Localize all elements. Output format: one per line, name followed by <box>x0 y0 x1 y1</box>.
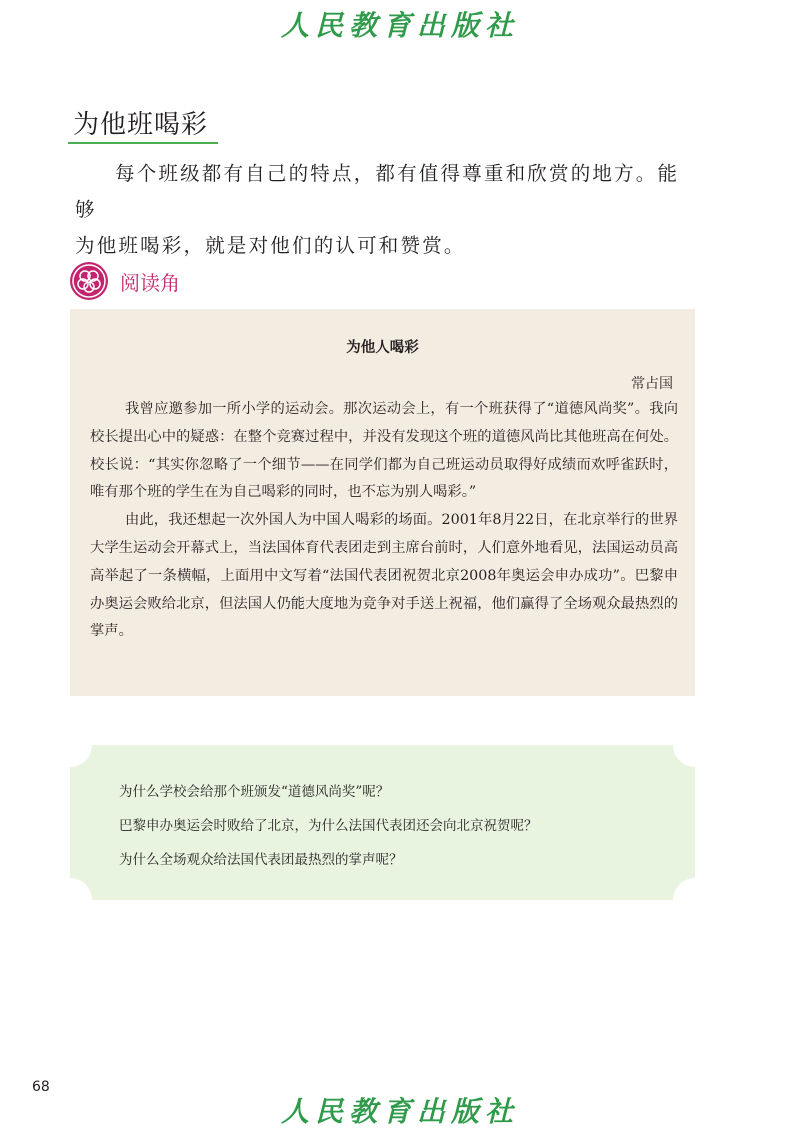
question-item: 为什么学校会给那个班颁发“道德风尚奖”呢？ <box>119 784 390 800</box>
question-item: 巴黎申办奥运会时败给了北京，为什么法国代表团还会向北京祝贺呢？ <box>119 818 538 834</box>
reading-paragraph: 由此，我还想起一次外国人为中国人喝彩的场面。2001年8月22日，在北京举行的世界大学生运动会开幕式上，当法国体育代表团走到主席台前时，人们意外地看见，法国运动员高高举起了一条横幅，上面用中文写着“法国代表团祝贺北京2008年奥运会申办成功”。巴黎申办奥运会败给北京，但法国人仍能大度地为竞争对手送上祝福，他们赢得了全场观众最热烈的掌声。 <box>90 512 678 640</box>
question-item: 为什么全场观众给法国代表团最热烈的掌声呢？ <box>119 852 403 868</box>
title-underline <box>68 142 218 144</box>
page-number: 68 <box>32 1079 50 1095</box>
reading-box <box>70 309 695 696</box>
section-title: 为他班喝彩 <box>73 110 209 140</box>
intro-line-2: 为他班喝彩，就是对他们的认可和赞赏。 <box>75 234 466 257</box>
reading-paragraph: 我曾应邀参加一所小学的运动会。那次运动会上，有一个班获得了“道德风尚奖”。我向校长提出心中的疑惑：在整个竞赛过程中，并没有发现这个班的道德风尚比其他班高在何处。校长说：“其实你忽略了一个细节——在同学们都为自己班运动员取得好成绩而欢呼雀跃时，唯有那个班的学生在为自己喝彩的同时，也不忘为别人喝彩。” <box>90 401 678 501</box>
reading-corner-icon <box>70 262 108 300</box>
question-list <box>119 775 679 877</box>
reading-body <box>90 396 678 646</box>
reading-title: 为他人喝彩 <box>346 340 419 356</box>
intro-paragraph <box>75 156 700 264</box>
reading-corner-label: 阅读角 <box>120 271 180 295</box>
reading-author: 常占国 <box>631 376 673 392</box>
question-box <box>70 745 695 900</box>
publisher-logo-top: 人民教育出版社 <box>280 9 519 42</box>
intro-line-1: 每个班级都有自己的特点，都有值得尊重和欣赏的地方。能够 <box>75 162 680 221</box>
publisher-logo-bottom: 人民教育出版社 <box>280 1095 519 1128</box>
